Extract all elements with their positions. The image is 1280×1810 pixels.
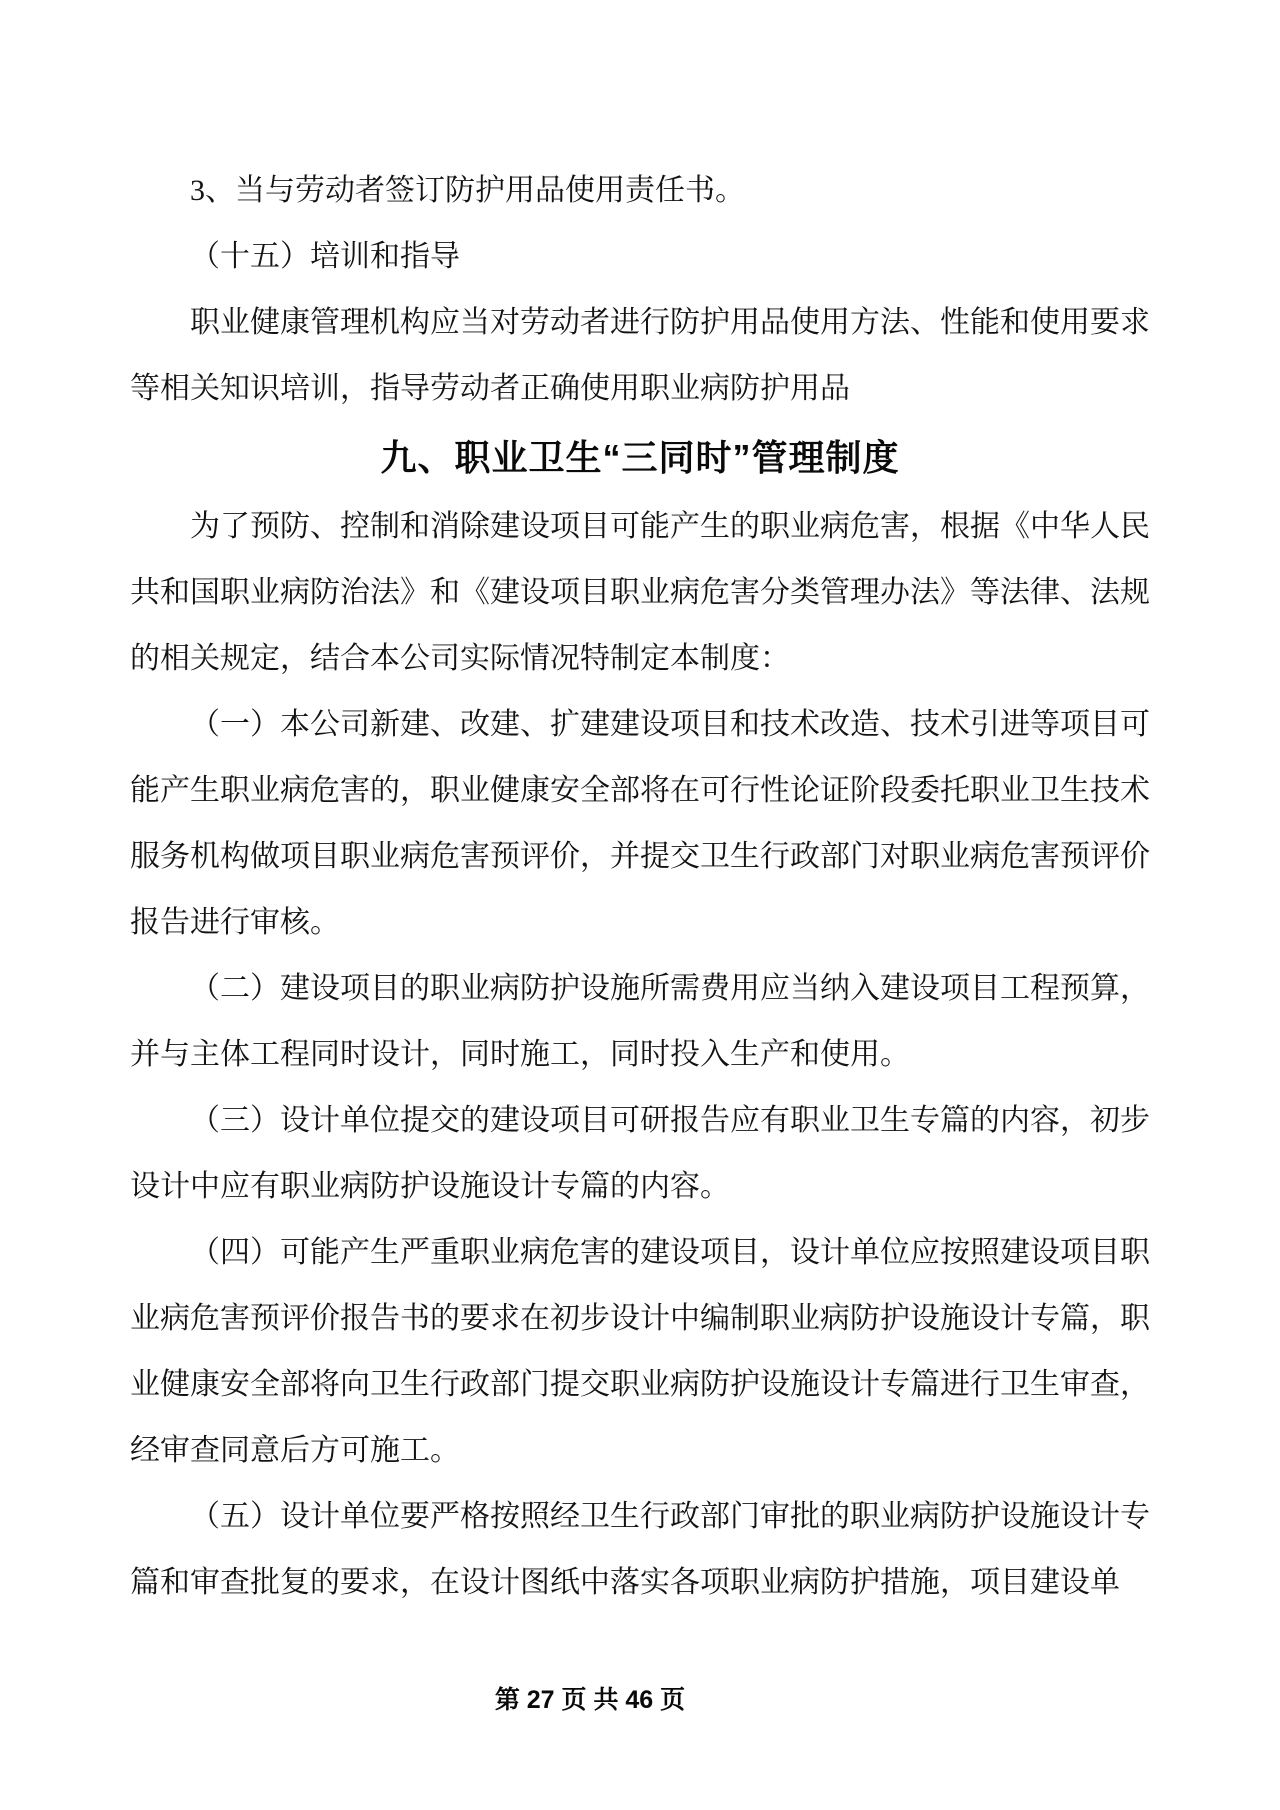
page-number-label: 第 27 页 共 46 页 — [494, 1686, 686, 1714]
page-footer — [0, 1680, 1230, 1716]
document-body — [130, 158, 1150, 1616]
paragraph-clause-2: （二）建设项目的职业病防护设施所需费用应当纳入建设项目工程预算，并与主体工程同时设计，同时施工，同时投入生产和使用。 — [130, 972, 1150, 1071]
paragraph-clause-3: （三）设计单位提交的建设项目可研报告应有职业卫生专篇的内容，初步设计中应有职业病防护设施设计专篇的内容。 — [130, 1104, 1150, 1203]
paragraph-clause-1: （一）本公司新建、改建、扩建建设项目和技术改造、技术引进等项目可能产生职业病危害的，职业健康安全部将在可行性论证阶段委托职业卫生技术服务机构做项目职业病危害预评价，并提交卫生行政部门对职业病危害预评价报告进行审核。 — [130, 708, 1150, 939]
paragraph-intro: 为了预防、控制和消除建设项目可能产生的职业病危害，根据《中华人民共和国职业病防治法》和《建设项目职业病危害分类管理办法》等法律、法规的相关规定，结合本公司实际情况特制定本制度： — [130, 510, 1150, 675]
paragraph-subsection-15-title: （十五）培训和指导 — [190, 240, 460, 273]
paragraph-clause-4: （四）可能产生严重职业病危害的建设项目，设计单位应按照建设项目职业病危害预评价报告书的要求在初步设计中编制职业病防护设施设计专篇，职业健康安全部将向卫生行政部门提交职业病防护设施设计专篇进行卫生审查，经审查同意后方可施工。 — [130, 1236, 1150, 1467]
paragraph-clause-5: （五）设计单位要严格按照经卫生行政部门审批的职业病防护设施设计专篇和审查批复的要求，在设计图纸中落实各项职业病防护措施，项目建设单 — [130, 1500, 1150, 1599]
section-heading: 九、职业卫生“三同时”管理制度 — [380, 437, 900, 478]
paragraph-training-guidance: 职业健康管理机构应当对劳动者进行防护用品使用方法、性能和使用要求等相关知识培训，指导劳动者正确使用职业病防护用品 — [130, 306, 1150, 405]
paragraph-item-3: 3、当与劳动者签订防护用品使用责任书。 — [190, 174, 745, 207]
